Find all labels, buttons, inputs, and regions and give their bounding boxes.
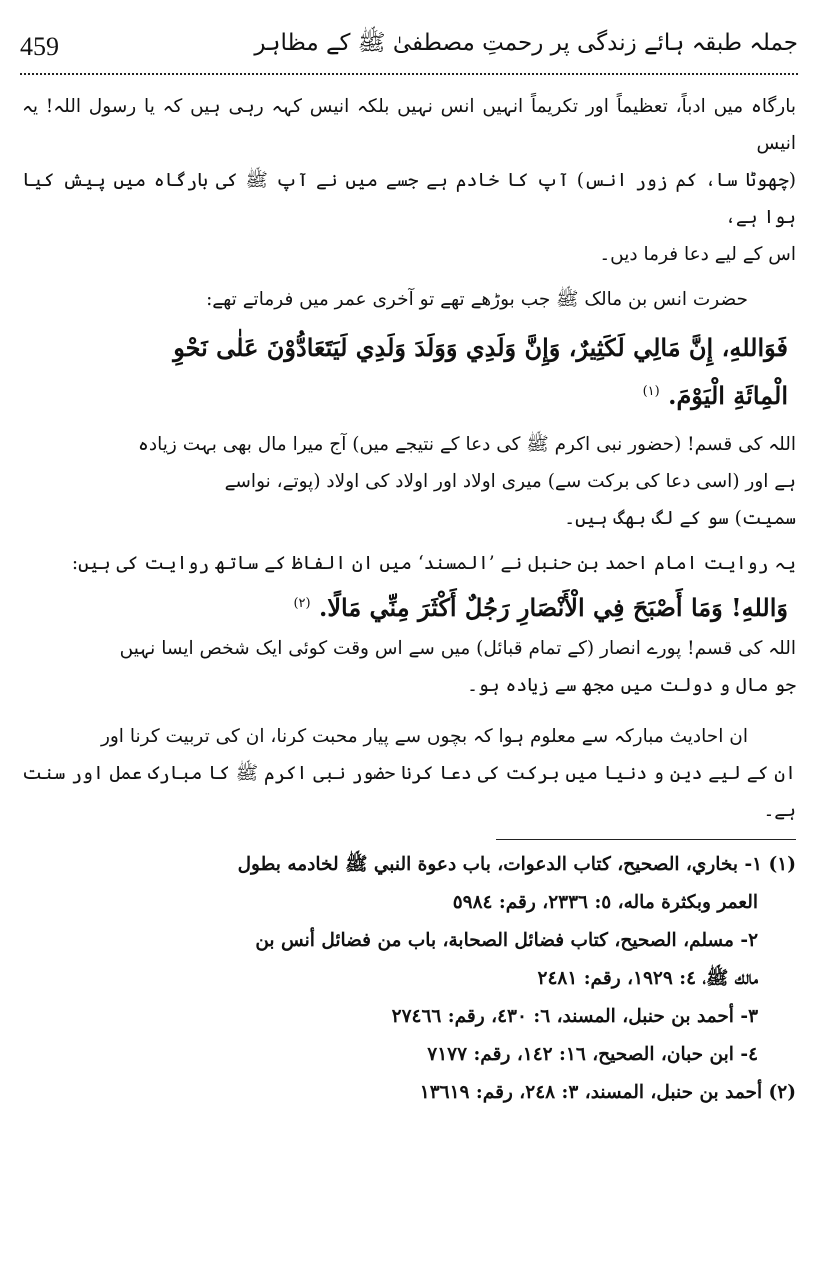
text-line: جو مال و دولت میں مجھ سے زیادہ ہو۔ xyxy=(467,675,796,696)
footnote-line: ٢- مسلم، الصحيح، كتاب فضائل الصحابة، باب من فضائل أنس بن xyxy=(255,930,758,951)
footnote-line: (٢) أحمد بن حنبل، المسند، ٣: ٢٤٨، رقم: ١٣٦١٩ xyxy=(419,1082,796,1103)
running-title: جملہ طبقہ ہائے زندگی پر رحمتِ مصطفیٰ ﷺ کے مظاہر xyxy=(254,30,798,56)
footnote-line: العمر وبكثرة ماله، ٥: ٢٣٣٦، رقم: ٥٩٨٤ xyxy=(452,892,758,913)
arabic-quote-2 xyxy=(22,582,796,630)
text-line: اللہ کی قسم! (حضور نبی اکرم ﷺ کی دعا کے نتیجے میں) آج میرا مال بھی بہت زیادہ xyxy=(138,434,796,455)
page-header xyxy=(20,22,798,72)
paragraph-musnad-intro xyxy=(22,545,796,582)
footnotes xyxy=(22,846,796,1112)
text-line: اللہ کی قسم! پورے انصار (کے تمام قبائل) میں سے اس وقت کوئی ایک شخص ایسا نہیں xyxy=(119,638,796,659)
paragraph-conclusion-cont xyxy=(22,755,796,829)
text-line: بارگاہ میں ادباً، تعظیماً اور تکریماً انہیں انس نہیں بلکہ انیس کہہ رہی ہیں کہ یا رسول اللہ! یہ انیس xyxy=(22,96,796,154)
text-line: ان احادیث مبارکہ سے معلوم ہوا کہ بچوں سے پیار محبت کرنا، ان کی تربیت کرنا اور xyxy=(100,726,748,747)
footnote-ref: (١) xyxy=(642,384,660,399)
header-dotted-rule xyxy=(20,73,798,75)
text-line: سمیت) سو کے لگ بھگ ہیں۔ xyxy=(564,508,796,529)
arabic-line: الْمِائَةِ الْيَوْمَ. xyxy=(668,381,788,410)
footnote-separator xyxy=(496,839,796,840)
page-number: 459 xyxy=(20,32,59,61)
footnote-line: مالك ﷺ، ٤: ١٩٢٩، رقم: ٢٤٨١ xyxy=(537,968,758,989)
paragraph-anas-saying xyxy=(22,281,796,318)
paragraph-conclusion xyxy=(22,718,796,755)
text-line: یہ روایت امام احمد بن حنبل نے ’المسند‘ میں ان الفاظ کے ساتھ روایت کی ہیں: xyxy=(71,553,796,574)
arabic-quote-1 xyxy=(22,326,796,418)
paragraph-intro xyxy=(22,88,796,273)
arabic-line: فَوَاللهِ، إِنَّ مَالِي لَكَثِيرٌ، وَإِنَّ وَلَدِي وَوَلَدَ وَلَدِي لَيَتَعَادُّوْنَ عَلٰى نَحْوِ xyxy=(173,333,788,362)
paragraph-translation-1 xyxy=(22,426,796,537)
footnote-line: ٤- ابن حبان، الصحيح، ١٦: ١٤٢، رقم: ٧١٧٧ xyxy=(427,1044,758,1065)
arabic-line: وَاللهِ! وَمَا أَصْبَحَ فِي الْأَنْصَارِ رَجُلٌ أَكْثَرَ مِنِّي مَالًا. xyxy=(318,593,788,622)
footnote-line: ٣- أحمد بن حنبل، المسند، ٦: ٤٣٠، رقم: ٢٧٤٦٦ xyxy=(391,1006,758,1027)
page-body xyxy=(22,88,796,1112)
text-line: (چھوٹا سا، کم زور انس) آپ کا خادم ہے جسے میں نے آپ ﷺ کی بارگاہ میں پیش کیا ہوا ہے، xyxy=(22,170,796,228)
text-line: حضرت انس بن مالک ﷺ جب بوڑھے تھے تو آخری عمر میں فرماتے تھے: xyxy=(206,289,748,310)
footnote-line: (١) ١- بخاري، الصحيح، كتاب الدعوات، باب دعوة النبي ﷺ لخادمه بطول xyxy=(237,854,796,875)
text-line: اس کے لیے دعا فرما دیں۔ xyxy=(599,244,796,265)
text-line: ہے اور (اسی دعا کی برکت سے) میری اولاد اور اولاد کی اولاد (پوتے، نواسے xyxy=(224,471,796,492)
footnote-ref: (٢) xyxy=(293,596,311,611)
paragraph-translation-2 xyxy=(22,630,796,704)
text-line: ان کے لیے دین و دنیا میں برکت کی دعا کرنا حضور نبی اکرم ﷺ کا مبارک عمل اور سنت ہے۔ xyxy=(22,763,796,821)
